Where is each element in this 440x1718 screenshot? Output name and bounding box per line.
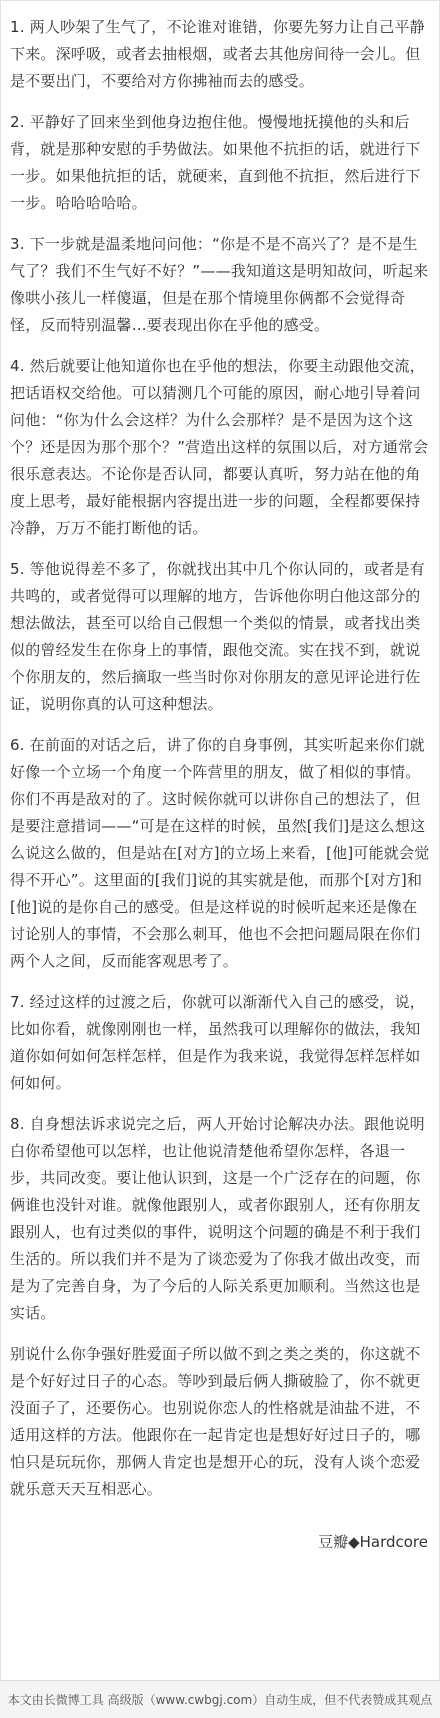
paragraph-8: 8. 自身想法诉求说完之后，两人开始讨论解决办法。跟他说明白你希望他可以怎样，也让他说清楚他希望你怎样，各退一步，共同改变。要让他认识到，这是一个广泛存在的问题，你俩谁也没针对谁。就像他跟别人，或者你跟别人，还有你朋友跟别人，也有过类似的事件，说明这个问题的确是不利于我们生活的。所以我们并不是为了谈恋爱为了你我才做出改变，而是为了完善自身，为了今后的人际关系更加顺利。当然这也是实话。: [10, 1115, 425, 1322]
paragraph-5: 5. 等他说得差不多了，你就找出其中几个你认同的，或者是有共鸣的，或者觉得可以理解的地方，告诉他你明白他这部分的想法做法，甚至可以给自己假想一个类似的情景，或者找出类似的曾经发生在你身上的事情，跟他交流。实在找不到，就说个你朋友的，然后摘取一些当时你对你朋友的意见评论进行佐证，说明你真的认可这种想法。: [10, 560, 425, 713]
paragraph-7: 7. 经过这样的过渡之后，你就可以渐渐代入自己的感受，说，比如你看，就像刚刚也一样，虽然我可以理解你的做法，我知道你如何如何怎样怎样，但是作为我来说，我觉得怎样怎样如何如何。: [10, 993, 425, 1092]
paragraph-6: 6. 在前面的对话之后，讲了你的自身事例，其实听起来你们就好像一个立场一个角度一个阵营里的朋友，做了相似的事情。你们不再是敌对的了。这时候你就可以讲你自己的想法了，但是要注意措词——“可是在这样的时候，虽然[我们]是这么想这么说这么做的，但是站在[对方]的立场上来看，[他]可能就会觉得不开心”。这里面的[我们]说的其实就是他，而那个[对方]和[他]说的是你自己的感受。但是这样说的时候听起来还是像在讨论别人的事情，不会那么刺耳，他也不会把问题局限在你们两个人之间，反而能客观思考了。: [10, 736, 430, 970]
paragraph-3: 3. 下一步就是温柔地问问他：“你是不是不高兴了？是不是生气了？我们不生气好不好？”——我知道这是明知故问，听起来像哄小孩儿一样傻逼，但是在那个情境里你俩都不会觉得奇怪，反而特别温馨…要表现出你在乎他的感受。: [10, 235, 429, 334]
paragraph-2: 2. 平静好了回来坐到他身边抱住他。慢慢地抚摸他的头和后背，就是那种安慰的手势做法。如果他不抗拒的话，就进行下一步。如果他抗拒的话，就硬来，直到他不抗拒，然后进行下一步。哈哈哈哈哈。: [10, 113, 421, 212]
paragraph-1: 1. 两人吵架了生气了，不论谁对谁错，你要先努力让自己平静下来。深呼吸，或者去抽根烟，或者去其他房间待一会儿。但是不要出门，不要给对方你拂袖而去的感受。: [10, 18, 425, 90]
paragraph-4: 4. 然后就要让他知道你也在乎他的想法，你要主动跟他交流，把话语权交给他。可以猜测几个可能的原因，耐心地引导着问问他：“你为什么会这样？为什么会那样？是不是因为这个这个？还是因为那个那个？”营造出这样的氛围以后，对方通常会很乐意表达。不论你是否认同，都要认真听，努力站在他的角度上思考，最好能根据内容提出进一步的问题，全程都要保持冷静，万万不能打断他的话。: [10, 357, 429, 537]
generator-footer: 本文由长微博工具 高级版（www.cwbgj.com）自动生成，但不代表赞成其观点: [0, 1680, 440, 1718]
paragraph-closing: 别说什么你争强好胜爱面子所以做不到之类之类的，你这就不是个好好过日子的心态。等吵到最后俩人撕破脸了，你不就更没面子了，还要伤心。也别说你恋人的性格就是油盐不进，不适用这样的方法。他跟你在一起肯定也是想好好过日子的，哪怕只是玩玩你，那俩人肯定也是想开心的玩，没有人谈个恋爱就乐意天天互相恶心。: [10, 1345, 421, 1498]
article-body: [10, 14, 430, 1503]
author-signature: 豆瓣◆Hardcore: [318, 1533, 428, 1551]
